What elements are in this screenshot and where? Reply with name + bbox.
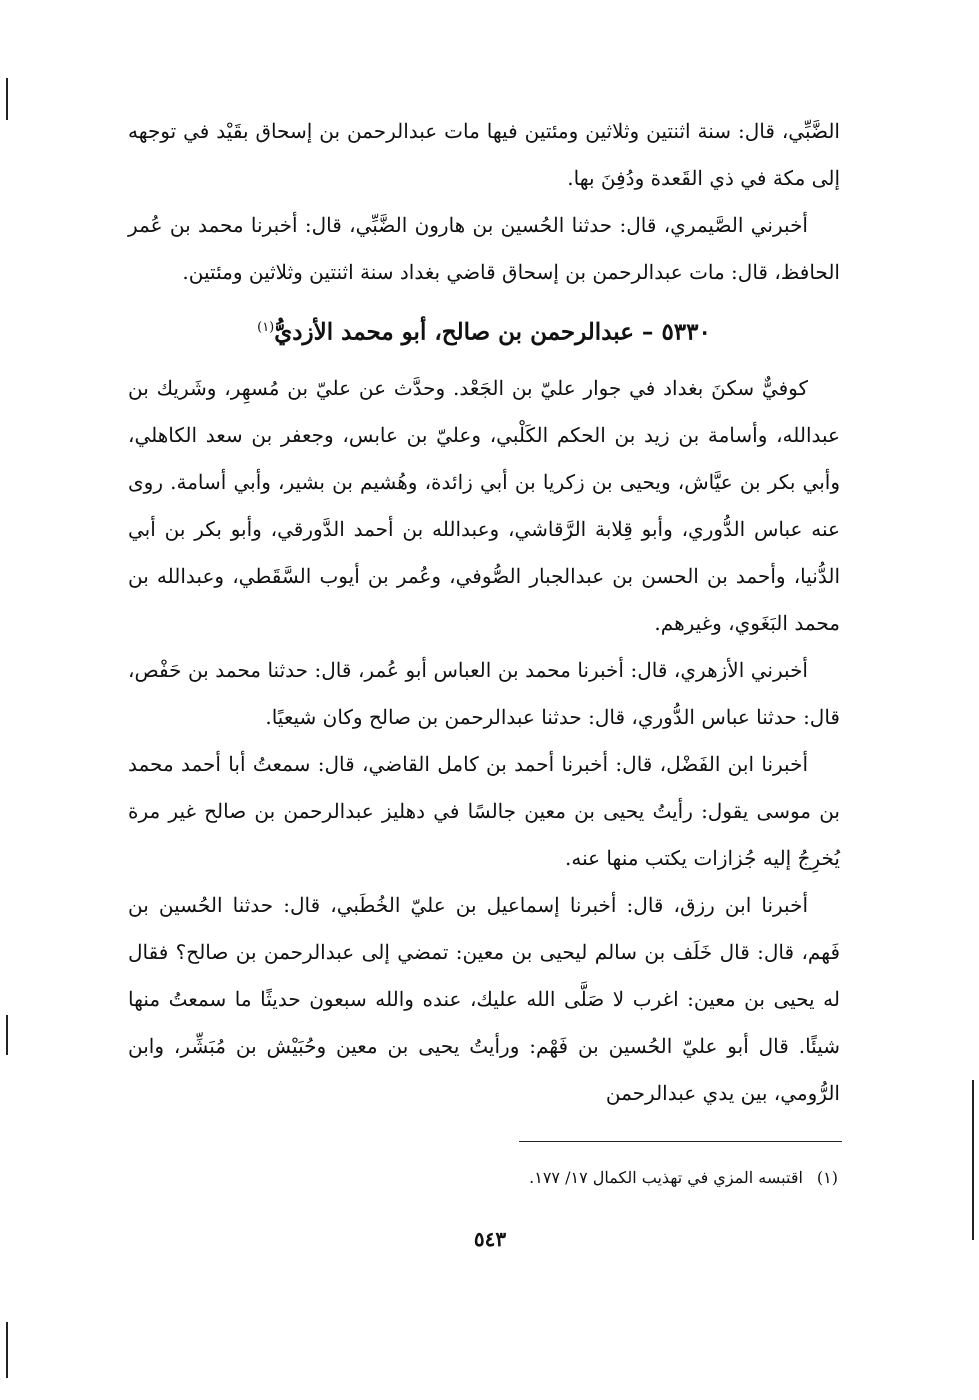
paragraph-2: أخبرني الصَّيمري، قال: حدثنا الحُسين بن هارون الضَّبِّي، قال: أخبرنا محمد بن عُمر الحافظ، قال: مات عبدالرحمن بن إسحاق قاضي بغداد سنة اثنتين وثلاثين ومئتين.: [128, 213, 840, 284]
footnote-separator: [519, 1141, 842, 1142]
entry-heading: [128, 304, 840, 357]
scan-edge-mark-middle: [6, 1015, 8, 1055]
paragraph-1: الضَّبِّي، قال: سنة اثنتين وثلاثين ومئتين فيها مات عبدالرحمن بن إسحاق بقَيْد في توجهه إلى مكة في ذي القَعدة ودُفِنَ بها.: [128, 119, 840, 190]
scan-edge-mark-top: [6, 78, 8, 120]
page-body: [128, 108, 840, 1117]
paragraph-6: أخبرنا ابن رزق، قال: أخبرنا إسماعيل بن عليّ الخُطَبي، قال: حدثنا الحُسين بن فَهم، قال: قال خَلَف بن سالم ليحيى بن معين: تمضي إلى عبدالرحمن بن صالح؟ فقال له يحيى بن معين: اغرب لا صَلَّى الله عليك، عنده والله سبعون حديثًا ما سمعتُ منها شيئًا. قال أبو عليّ الحُسين بن فَهْم: ورأيتُ يحيى بن معين وحُبَيْش بن مُبَشِّر، وابن الرُّومي، بين يدي عبدالرحمن: [128, 892, 840, 1105]
page-number: ٥٤٣: [473, 1227, 507, 1251]
entry-heading-text: ٥٣٣٠ – عبدالرحمن بن صالح، أبو محمد الأزديُّ: [274, 318, 711, 346]
footnote-text: اقتبسه المزي في تهذيب الكمال ١٧/ ١٧٧.: [529, 1168, 803, 1187]
footnote-number: (١): [816, 1168, 838, 1187]
scan-edge-mark-right: [972, 1080, 974, 1240]
paragraph-5: أخبرنا ابن الفَضْل، قال: أخبرنا أحمد بن كامل القاضي، قال: سمعتُ أبا أحمد محمد بن موسى يقول: رأيتُ يحيى بن معين جالسًا في دهليز عبدالرحمن بن صالح غير مرة يُخرِجُ إليه جُزازات يكتب منها عنه.: [128, 751, 840, 870]
paragraph-4: أخبرني الأزهري، قال: أخبرنا محمد بن العباس أبو عُمر، قال: حدثنا محمد بن حَفْص، قال: حدثنا عباس الدُّوري، قال: حدثنا عبدالرحمن بن صالح وكان شيعيًا.: [128, 657, 840, 729]
scan-edge-mark-bottom: [6, 1322, 8, 1378]
paragraph-3: كوفيٌّ سكنَ بغداد في جوار عليّ بن الجَعْد. وحدَّث عن عليّ بن مُسهِر، وشَريك بن عبدالله، وأسامة بن زيد بن الحكم الكَلْبي، وعليّ بن عابس، وجعفر بن سعد الكاهلي، وأبي بكر بن عيَّاش، ويحيى بن زكريا بن أبي زائدة، وهُشيم بن بشير، وأبي أسامة. روى عنه عباس الدُّوري، وأبو قِلابة الرَّقاشي، وعبدالله بن أحمد الدَّورقي، وأبو بكر بن أبي الدُّنيا، وأحمد بن الحسن بن عبدالجبار الصُّوفي، وعُمر بن أيوب السَّقَطي، وعبدالله بن محمد البَغَوي، وغيرهم.: [128, 375, 840, 635]
footnote: [420, 1166, 838, 1190]
footnote-reference: (١): [257, 320, 275, 335]
